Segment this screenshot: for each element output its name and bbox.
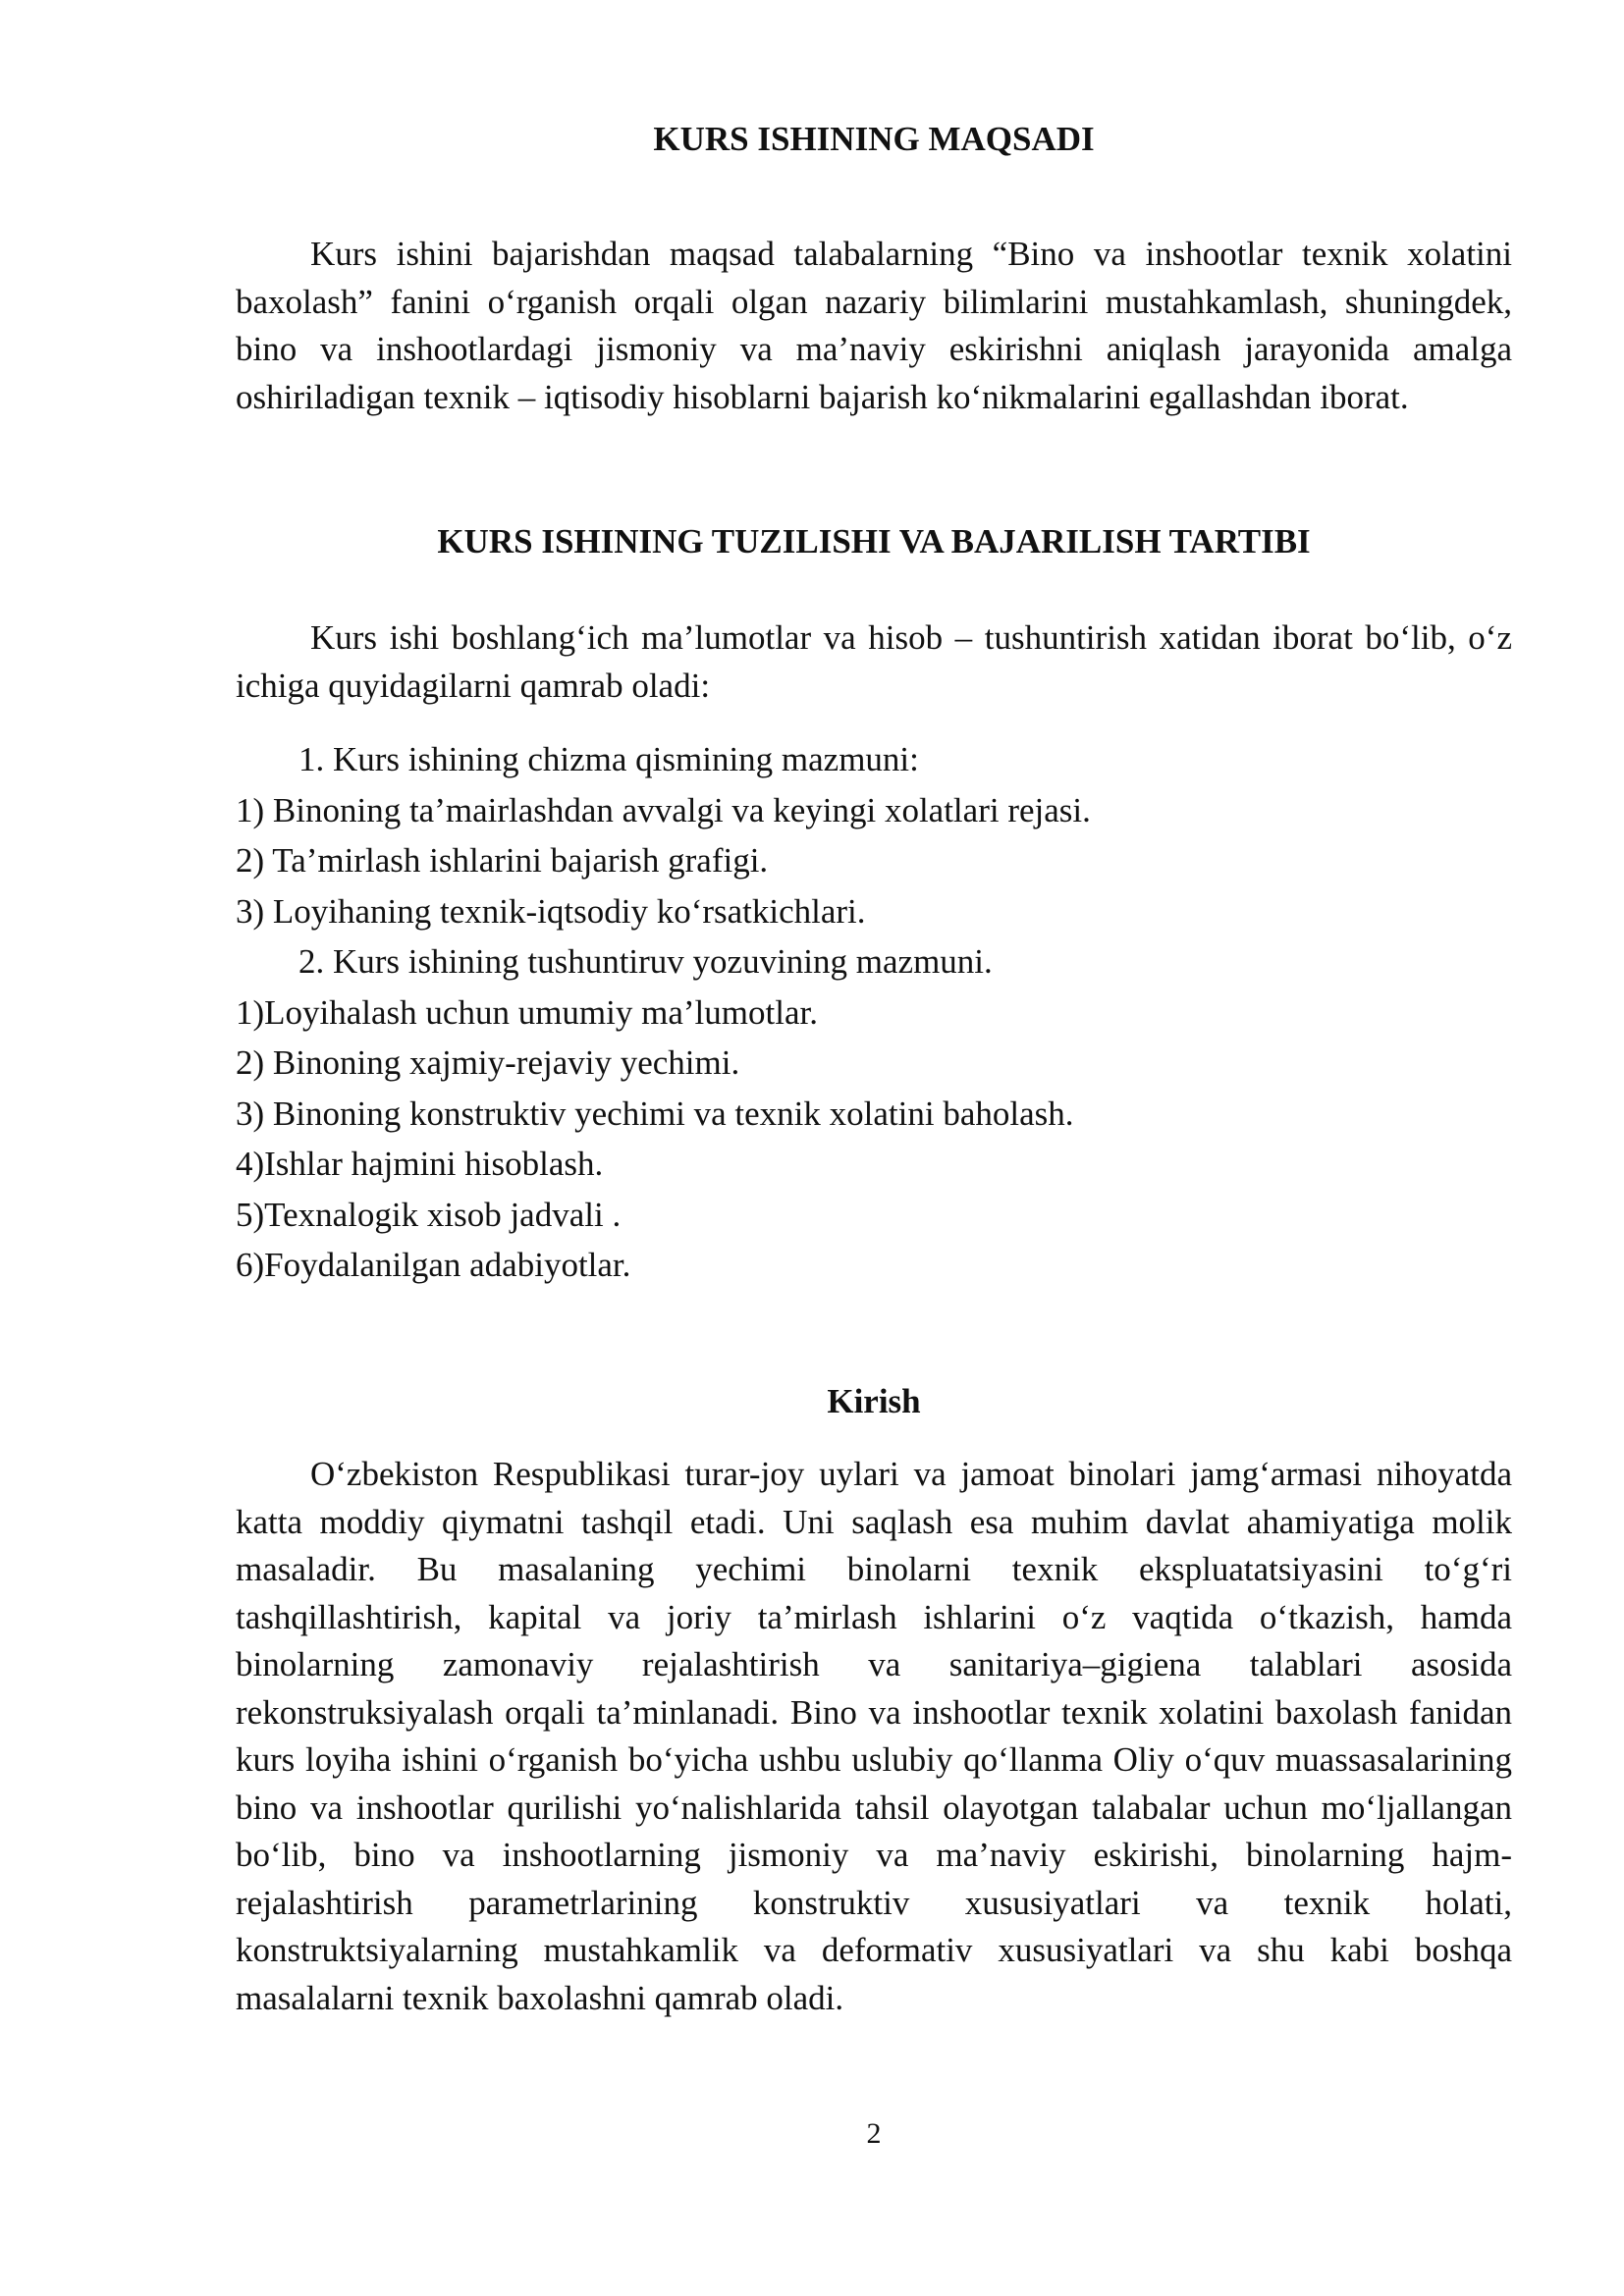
page-number: 2 [866, 2117, 882, 2150]
list-item: 1) Binoning ta’mairlashdan avvalgi va keyingi xolatlari rejasi. [236, 790, 1091, 829]
list-item: 3) Loyihaning texnik-iqtsodiy ko‘rsatkichlari. [236, 891, 866, 931]
list-item: 2) Ta’mirlash ishlarini bajarish grafigi. [236, 841, 769, 880]
list-item: 1)Loyihalash uchun umumiy ma’lumotlar. [236, 992, 818, 1032]
list-item: 5)Texnalogik xisob jadvali . [236, 1195, 622, 1234]
list-item: 3) Binoning konstruktiv yechimi va texnik xolatini baholash. [236, 1094, 1074, 1133]
intro-heading: Kirish [827, 1382, 921, 1420]
intro-paragraph: O‘zbekiston Respublikasi turar-joy uylari va jamoat binolari jamg‘armasi nihoyatda katta moddiy qiymatni tashqil etadi. Uni saqlash esa muhim davlat ahamiyatiga molik masaladir. Bu masalaning yechimi binolarni texnik ekspluatatsiyasini to‘g‘ri tashqillashtirish, kapital va joriy ta’mirlash ishlarini o‘z vaqtida o‘tkazish, hamda binolarning zamonaviy rejalashtirish va sanitariya–gigiena talablari asosida rekonstruksiyalash orqali ta’minlanadi. Bino va inshootlar texnik xolatini baxolash fanidan kurs loyiha ishini o‘rganish bo‘yicha ushbu uslubiy qo‘llanma Oliy o‘quv muassasalarining bino va inshootlar qurilishi yo‘nalishlarida tahsil olayotgan talabalar uchun mo‘ljallangan bo‘lib, bino va inshootlarning jismoniy va ma’naviy eskirishi, binolarning hajm-rejalashtirish parametrlarining konstruktiv xususiyatlari va texnik holati, konstruktsiyalarning mustahkamlik va deformativ xususiyatlari va shu kabi boshqa masalalarni texnik baxolashni qamrab oladi. [236, 1455, 1512, 2017]
list-item: 2. Kurs ishining tushuntiruv yozuvining mazmuni. [298, 942, 993, 981]
structure-list [236, 734, 1512, 1291]
list-item: 6)Foydalanilgan adabiyotlar. [236, 1246, 631, 1284]
document-page [236, 0, 1512, 2296]
structure-heading: KURS ISHINING TUZILISHI VA BAJARILISH TARTIBI [437, 522, 1311, 561]
goal-heading: KURS ISHINING MAQSADI [653, 120, 1095, 158]
list-item: 4)Ishlar hajmini hisoblash. [236, 1145, 604, 1183]
structure-paragraph: Kurs ishi boshlang‘ich ma’lumotlar va hisob – tushuntirish xatidan iborat bo‘lib, o‘z ichiga quyidagilarni qamrab oladi: [236, 618, 1512, 705]
list-item: 1. Kurs ishining chizma qismining mazmuni: [298, 740, 919, 778]
list-item: 2) Binoning xajmiy-rejaviy yechimi. [236, 1043, 740, 1082]
goal-paragraph: Kurs ishini bajarishdan maqsad talabalarning “Bino va inshootlar texnik xolatini baxolash” fanini o‘rganish orqali olgan nazariy bilimlarini mustahkamlash, shuningdek, bino va inshootlardagi jismoniy va ma’naviy eskirishni aniqlash jarayonida amalga oshiriladigan texnik – iqtisodiy hisoblarni bajarish ko‘nikmalarini egallashdan iborat. [236, 235, 1512, 416]
